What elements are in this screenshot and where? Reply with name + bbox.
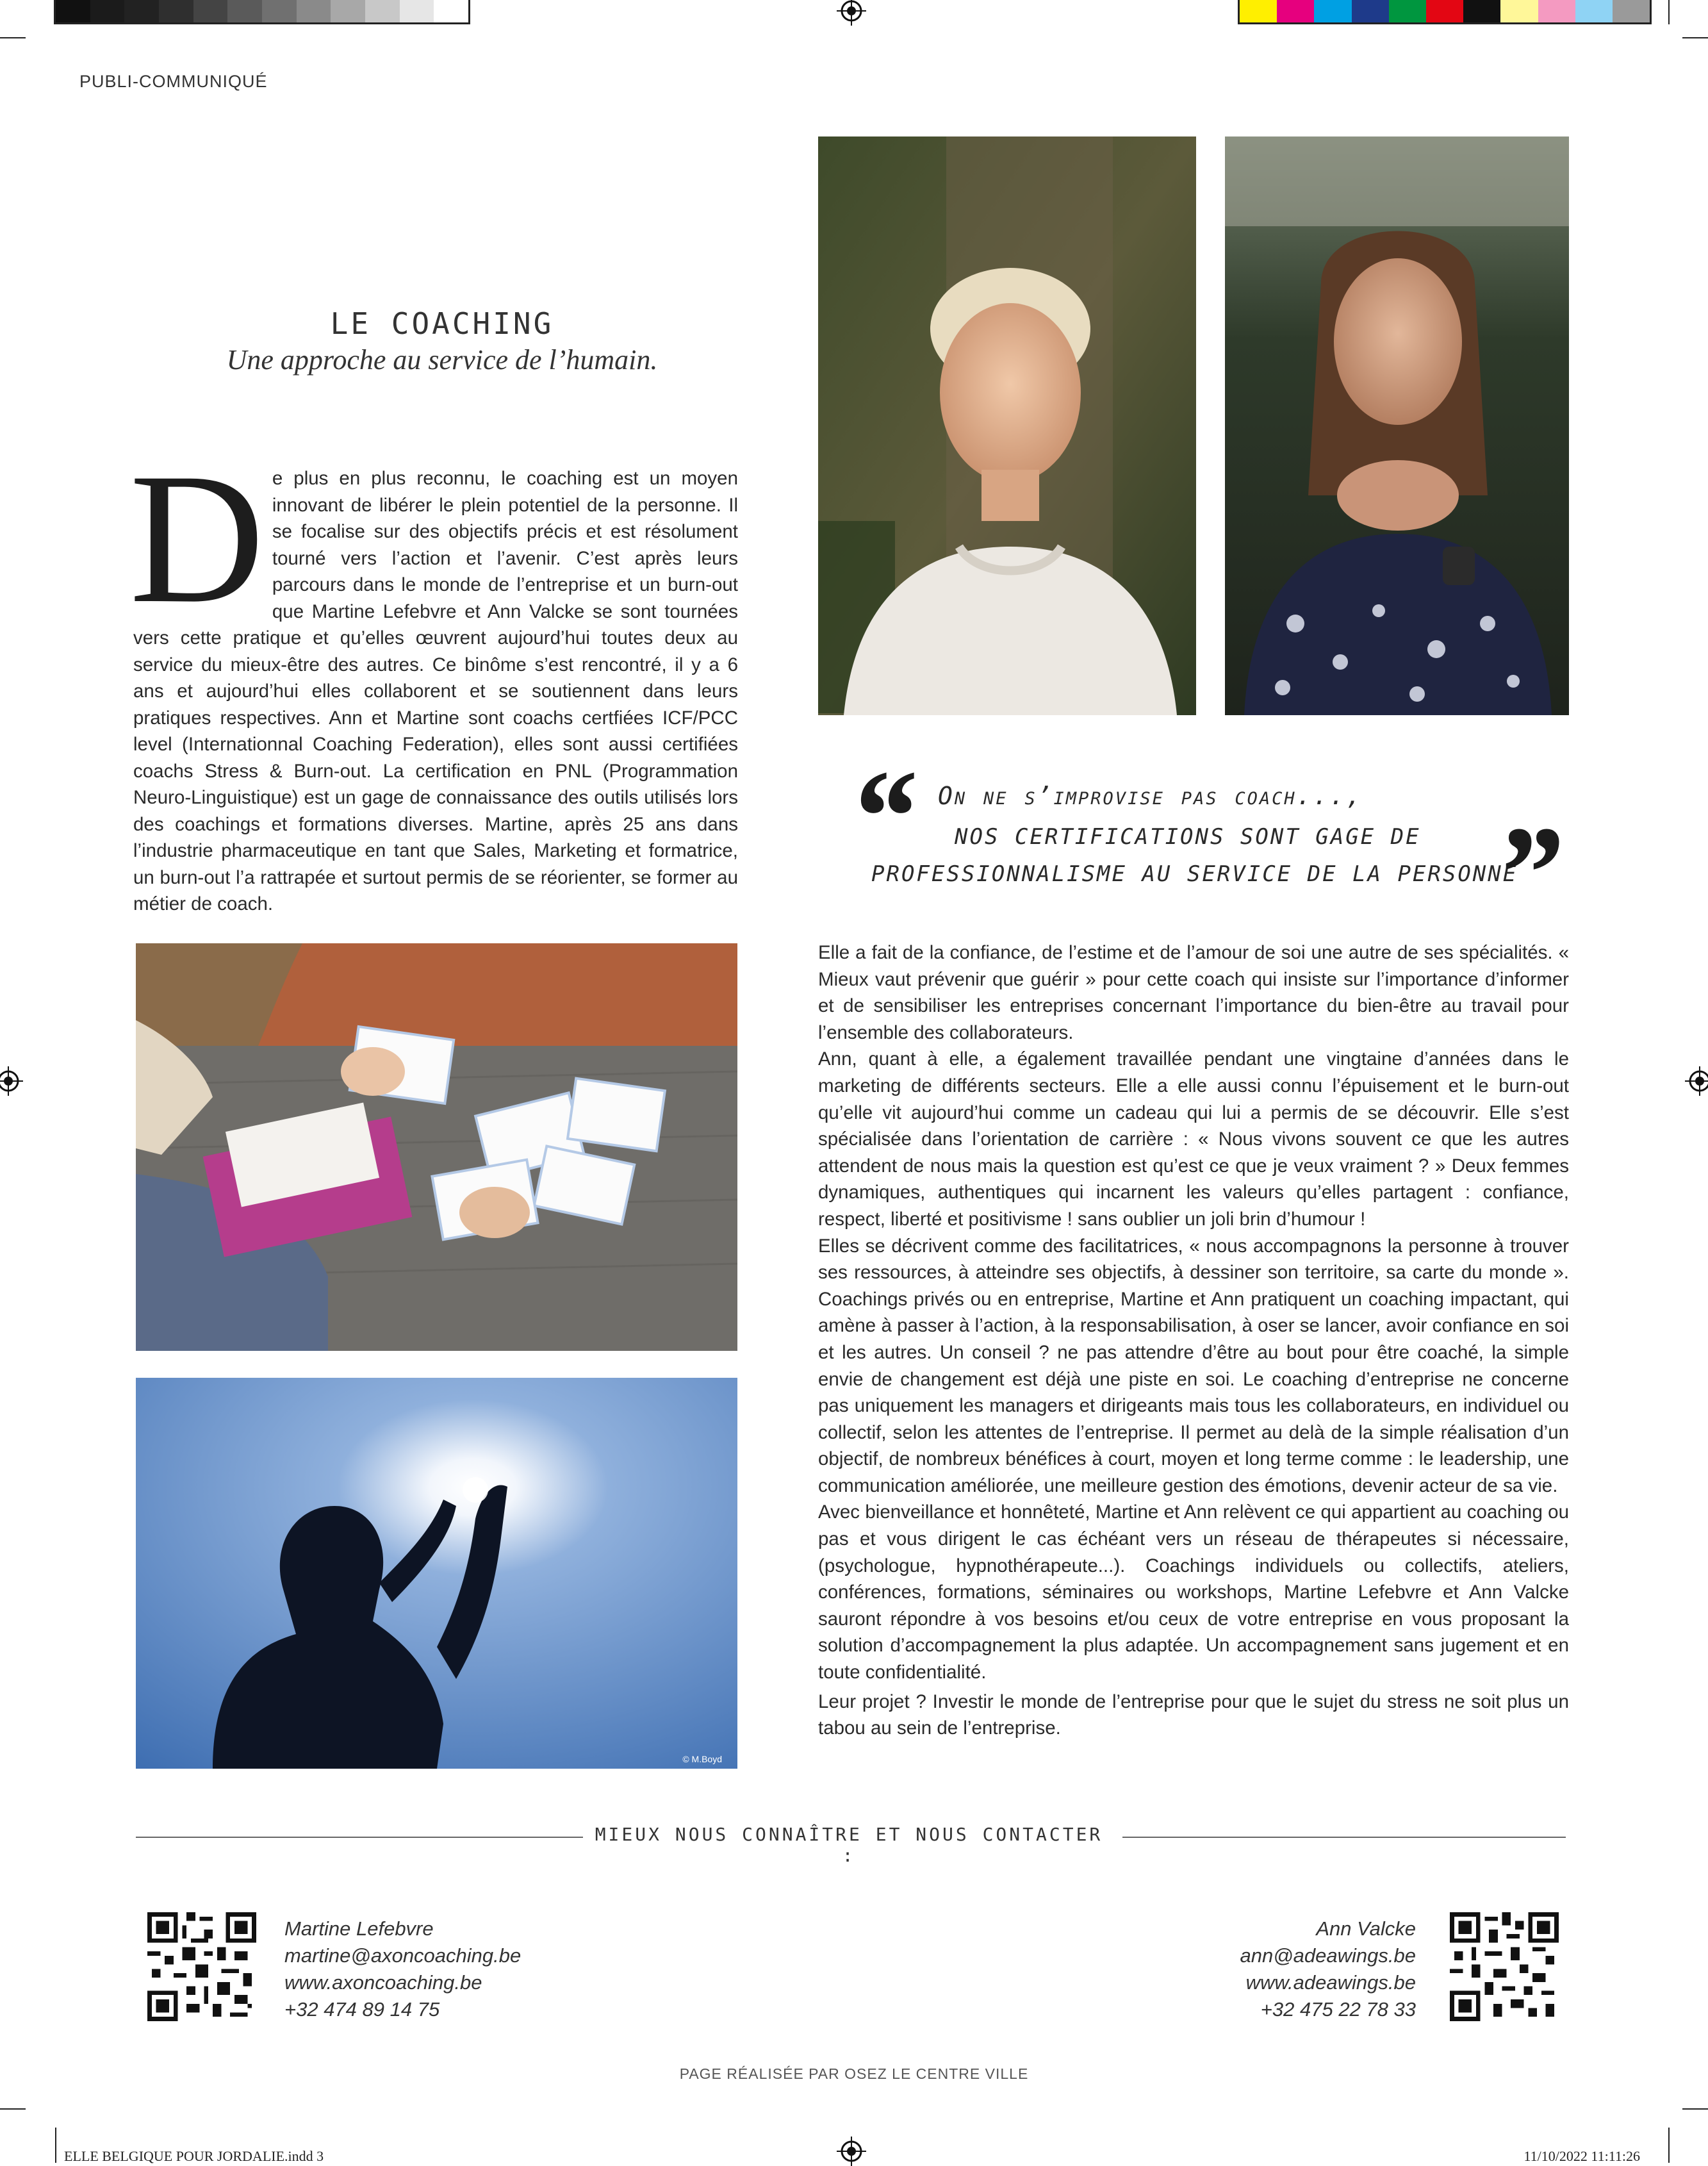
drop-cap: D [129,435,265,642]
qr-code-icon[interactable] [1450,1912,1559,2021]
section-label: PUBLI-COMMUNIQUÉ [79,72,268,91]
crop-mark [1682,2108,1708,2110]
contact-website-link[interactable]: www.adeawings.be [1245,1971,1416,1994]
close-quote-mark: ” [1494,799,1561,948]
crop-mark [1668,2128,1670,2163]
contact-phone[interactable]: +32 475 22 78 33 [1260,1998,1416,2021]
qr-code-icon[interactable] [147,1912,256,2021]
body-paragraph: Elles se décrivent comme des facilitatrices, « nous accompagnons la personne à trouver ses ressources, à atteindre ses objectifs, à dessiner son territoire, sa carte du monde ». Coachings privés ou en entreprise, Martine et Ann pratiquent un coaching impactant, qui amène à passer à l’action, à la responsabilisation, à oser se lancer, avoir confiance en soi et les autres. Un conseil ? ne pas attendre d’être au bout pour être coaché, la simple envie de changement est déjà une piste en soi. Le coaching d’entreprise ne concerne pas uniquement les managers et dirigeants mais tous les collaborateurs, en individuel ou collectif, selon les attentes de l’entreprise. Il permet au delà de la simple réalisation d’un objectif, de nombreux bénéfices à court, moyen et long terme comme : le leadership, une communication améliorée, une meilleure gestion des émotions, devenir acteur de sa vie. [818,1235,1569,1496]
quote-line-2: NOS CERTIFICATIONS SONT GAGE DE [955,824,1421,850]
crop-mark [0,2108,26,2110]
crop-mark [0,37,26,38]
crop-mark [55,2128,56,2163]
body-paragraph: Ann, quant à elle, a également travaillée pendant une vingtaine d’années dans le marketing de différents secteurs. Elle a elle aussi connu l’épuisement et le burn-out qu’elle vit aujourd’hui comme un cadeau qui lui a permis de se découvrir. Elle s’est spécialisée dans l’orientation de carrière : « Nous vivons souvent ce que les autres attendent de nous mais la question est qu’est ce que je veux vraiment ? » Deux femmes dynamiques, authentiques qui incarnent les valeurs qu’elles partagent : confiance, respect, liberté et positivisme ! sans oublier un joli brin d’humour ! [818,1048,1569,1230]
body-paragraph: Elle a fait de la confiance, de l’estime et de l’amour de soi une autre de ses spécialités. « Mieux vaut prévenir que guérir » pour cette coach qui insiste sur l’importance d’informer et de sensibiliser les entreprises concernant l’importance du bien-être au travail pour l’ensemble des collaborateurs. [818,942,1569,1043]
page-credit: PAGE RÉALISÉE PAR OSEZ LE CENTRE VILLE [679,2065,1029,2082]
portrait-photo-ann [1225,136,1569,715]
body-paragraph: Leur projet ? Investir le monde de l’entreprise pour que le sujet du stress ne soit plus un tabou au sein de l’entreprise. [818,1691,1569,1739]
registration-mark-icon [1685,1066,1708,1096]
indesign-slug-file: ELLE BELGIQUE POUR JORDALIE.indd 3 [64,2148,324,2164]
crop-mark [1668,0,1670,24]
contact-email-link[interactable]: martine@axoncoaching.be [284,1944,521,1967]
divider-right [1122,1837,1566,1838]
crop-mark [1682,37,1708,38]
registration-mark-icon [0,1066,23,1096]
registration-mark-icon [837,0,866,26]
quote-line-1: On ne s’improvise pas coach..., [938,782,1363,810]
photo-credit: © M.Boyd [682,1754,722,1764]
color-calibration-bar [1238,0,1652,24]
body-paragraph: Avec bienveillance et honnêteté, Martine et Ann relèvent ce qui appartient au coaching ou pas et vous dirigent le cas échéant vers un réseau de thérapeutes si nécessaire, (psychologue, hypnothérapeute...). Coachings individuels ou collectifs, ateliers, conférences, formations, séminaires ou workshops, Martine Lefebvre et Ann Valcke sauront répondre à vos besoins et/ou ceux de votre entreprise en vous proposant la solution d’accompagnement la plus adaptée. Un accompagnement sans jugement et en toute confidentialité. [818,1501,1569,1683]
registration-mark-icon [837,2137,866,2166]
intro-paragraph [129,435,738,918]
contact-ann [1089,1915,1416,2023]
contact-name: Ann Valcke [1316,1917,1416,1940]
contact-email-link[interactable]: ann@adeawings.be [1240,1944,1416,1967]
quote-line-3: PROFESSIONNALISME AU SERVICE DE LA PERSONNE [871,861,1518,887]
contact-phone[interactable]: +32 474 89 14 75 [284,1998,440,2021]
contact-website-link[interactable]: www.axoncoaching.be [284,1971,482,1994]
divider-left [136,1837,583,1838]
article-title: LE COACHING [330,306,554,341]
portrait-photo-martine [818,136,1196,715]
open-quote-mark: “ [848,743,916,891]
indesign-slug-date: 11/10/2022 11:11:26 [1523,2148,1640,2164]
pull-quote [839,743,1576,948]
contact-name: Martine Lefebvre [284,1917,434,1940]
contact-martine [284,1915,521,2023]
silhouette-sun-photo [136,1378,737,1769]
article-subtitle: Une approche au service de l’humain. [226,344,658,376]
coaching-cards-photo [136,943,737,1351]
article-body [818,939,1569,1742]
grayscale-calibration-bar [54,0,470,24]
contact-heading: MIEUX NOUS CONNAÎTRE ET NOUS CONTACTER : [595,1824,1103,1866]
intro-text: e plus en plus reconnu, le coaching est un moyen innovant de libérer le plein potentiel de la personne. Il se focalise sur des objectifs précis et est résolument tourné vers l’action et l’avenir. C’est après leurs parcours dans le monde de l’entreprise et un burn-out que Martine Lefebvre et Ann Valcke se sont tournées vers cette pratique et qu’elles œuvrent aujourd’hui toutes deux au service du mieux-être des autres. Ce binôme s’est rencontré, il y a 6 ans et aujourd’hui elles collaborent et se soutiennent dans leurs pratiques respectives. Ann et Martine sont coachs certfiées ICF/PCC level (Internationnal Coaching Federation), elles sont aussi certifiées coachs Stress & Burn-out. La certification en PNL (Programmation Neuro-Linguistique) est un gage de connaissance des outils utilisés lors des coachings et formations diverses. Martine, après 25 ans dans l’industrie pharmaceutique en tant que Sales, Marketing et formatrice, un burn-out l’a rattrapée et surtout permis de se réorienter, se former au métier de coach. [133,468,738,914]
